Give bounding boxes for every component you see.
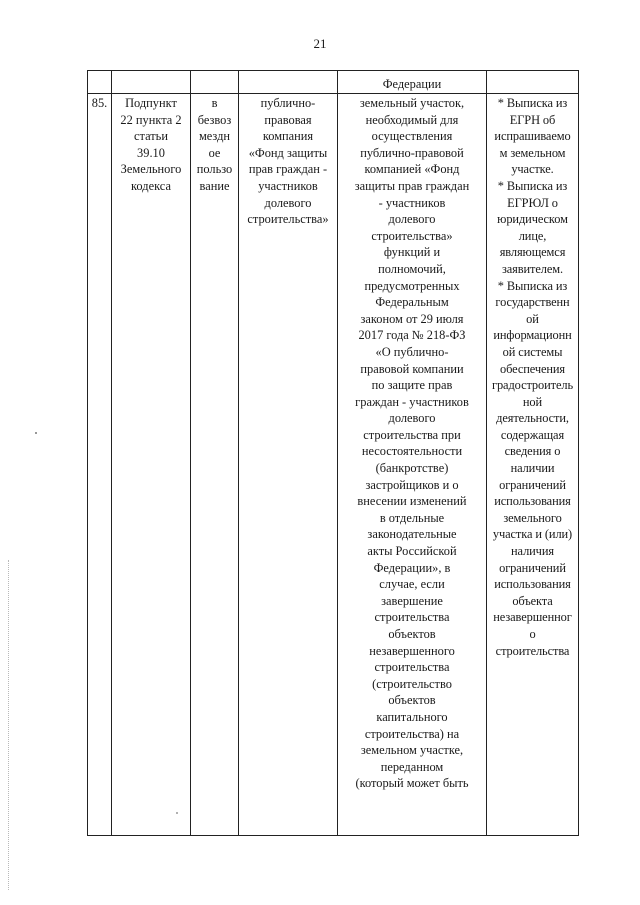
cell-text-line: вание bbox=[199, 178, 230, 193]
header-cell-number bbox=[88, 71, 112, 94]
conditions-cell bbox=[338, 94, 487, 836]
right-type-cell bbox=[191, 94, 239, 836]
cell-text-line: наличия bbox=[511, 544, 554, 559]
cell-text-line: строительства» bbox=[371, 228, 453, 243]
cell-text-line: о bbox=[529, 627, 536, 641]
cell-text-line: ое bbox=[208, 145, 221, 160]
cell-text-line: несостоятельности bbox=[361, 444, 463, 459]
cell-text-line: переданном bbox=[380, 759, 444, 774]
cell-text-line: строительства) на bbox=[364, 726, 460, 741]
cell-text-line: кодекса bbox=[131, 178, 171, 193]
cell-text-line: являющемся bbox=[499, 245, 566, 260]
table-header-row bbox=[88, 71, 579, 94]
header-cell-conditions: Федерации bbox=[338, 71, 487, 94]
cell-text-line: участке. bbox=[511, 162, 554, 177]
cell-text-line: случае, если bbox=[379, 577, 445, 592]
cell-text-line: ограничений bbox=[499, 560, 566, 575]
cell-text-line: объекта bbox=[512, 593, 553, 608]
page-number: 21 bbox=[313, 36, 327, 51]
cell-text-line: строительства при bbox=[363, 427, 461, 442]
cell-text-line: ЕГРЮЛ о bbox=[507, 195, 558, 210]
cell-text-line: земельный участок, bbox=[359, 96, 465, 110]
cell-text-line: Федеральным bbox=[375, 295, 449, 310]
cell-text-line: необходимый для bbox=[365, 112, 459, 127]
cell-text-line: * Выписка из bbox=[497, 96, 568, 110]
cell-text-line: использования bbox=[494, 494, 571, 509]
cell-text-line: «Фонд защиты bbox=[248, 145, 328, 160]
cell-text-line: м земельном bbox=[499, 145, 566, 160]
cell-text-line: информационн bbox=[493, 328, 572, 343]
cell-text-line: долевого bbox=[388, 411, 436, 426]
cell-text-line: юридическом bbox=[497, 212, 568, 227]
cell-text-line: статьи bbox=[134, 129, 168, 144]
header-cell-documents bbox=[487, 71, 579, 94]
documents-cell bbox=[487, 94, 579, 836]
cell-text-line: прав граждан - bbox=[248, 162, 328, 177]
cell-text-line: компания bbox=[262, 129, 314, 144]
cell-text-line: пользо bbox=[196, 162, 233, 177]
cell-text-line: * Выписка из bbox=[497, 278, 568, 293]
cell-text-line: (строительство bbox=[372, 676, 452, 691]
row-number-cell: 85. bbox=[88, 94, 112, 836]
cell-text-line: ограничений bbox=[499, 477, 566, 492]
cell-text-line: законом от 29 июля bbox=[360, 311, 464, 326]
document-table bbox=[87, 70, 579, 836]
cell-text-line: законодательные bbox=[367, 527, 457, 542]
cell-text-line: обеспечения bbox=[499, 361, 566, 376]
cell-text-line: использования bbox=[494, 577, 571, 592]
cell-text-line: долевого bbox=[264, 195, 312, 210]
scan-speck bbox=[176, 812, 178, 814]
cell-text-line: 39.10 bbox=[137, 145, 165, 160]
cell-text-line: сведения о bbox=[504, 444, 561, 459]
cell-text-line: (который может быть bbox=[355, 776, 469, 791]
cell-text-line: участка и (или) bbox=[492, 527, 573, 542]
scan-margin-marks bbox=[8, 560, 11, 890]
cell-text-line: участников bbox=[258, 178, 318, 193]
cell-text-line: правовой компании bbox=[360, 361, 464, 376]
cell-text-line: (банкротстве) bbox=[375, 461, 449, 476]
cell-text-line: Федерации», в bbox=[373, 560, 451, 575]
header-cell-right-type bbox=[191, 71, 239, 94]
cell-text-line: публично- bbox=[260, 96, 316, 110]
cell-text-line: акты Российской bbox=[367, 544, 457, 559]
cell-text-line: ой bbox=[526, 311, 539, 326]
applicant-cell bbox=[239, 94, 338, 836]
cell-text-line: земельного bbox=[503, 510, 562, 525]
cell-text-line: по защите прав bbox=[371, 378, 453, 393]
cell-text-line: лице, bbox=[518, 228, 547, 243]
cell-text-line: Земельного bbox=[120, 162, 182, 177]
cell-text-line: строительства bbox=[374, 660, 450, 675]
cell-text-line: долевого bbox=[388, 212, 436, 227]
cell-text-line: 2017 года № 218-ФЗ bbox=[358, 328, 466, 343]
cell-text-line: правовая bbox=[264, 112, 312, 127]
header-cell-basis bbox=[112, 71, 191, 94]
cell-text-line: градостроитель bbox=[491, 378, 574, 393]
cell-text-line: * Выписка из bbox=[497, 178, 568, 193]
cell-text-line: внесении изменений bbox=[357, 494, 467, 509]
cell-text-line: 22 пункта 2 bbox=[120, 112, 182, 127]
cell-text-line: объектов bbox=[388, 627, 436, 641]
cell-text-line: незавершенного bbox=[369, 643, 455, 658]
cell-text-line: - участников bbox=[378, 195, 446, 210]
cell-text-line: государственн bbox=[495, 295, 570, 310]
cell-text-line: содержащая bbox=[500, 427, 565, 442]
cell-text-line: ной bbox=[522, 394, 543, 409]
cell-text-line: испрашиваемо bbox=[494, 129, 571, 144]
cell-text-line: в bbox=[211, 96, 218, 110]
cell-text-line: застройщиков и о bbox=[365, 477, 459, 492]
cell-text-line: защиты прав граждан bbox=[354, 178, 470, 193]
cell-text-line: граждан - участников bbox=[355, 394, 469, 409]
cell-text-line: осуществления bbox=[371, 129, 453, 144]
cell-text-line: строительства» bbox=[247, 212, 329, 227]
cell-text-line: «О публично- bbox=[375, 344, 449, 359]
scan-speck bbox=[35, 432, 37, 434]
cell-text-line: наличии bbox=[510, 461, 555, 476]
cell-text-line: предусмотренных bbox=[364, 278, 460, 293]
cell-text-line: строительства bbox=[495, 643, 570, 658]
cell-text-line: компанией «Фонд bbox=[364, 162, 460, 177]
cell-text-line: мездн bbox=[198, 129, 231, 144]
cell-text-line: Подпункт bbox=[125, 96, 177, 110]
cell-text-line: полномочий, bbox=[378, 261, 446, 276]
cell-text-line: заявителем. bbox=[501, 261, 563, 276]
cell-text-line: капитального bbox=[376, 709, 448, 724]
cell-text-line: земельном участке, bbox=[360, 743, 464, 758]
cell-text-line: в отдельные bbox=[379, 510, 445, 525]
cell-text-line: строительства bbox=[374, 610, 450, 625]
basis-cell bbox=[112, 94, 191, 836]
cell-text-line: ЕГРН об bbox=[509, 112, 556, 127]
cell-text-line: завершение bbox=[381, 593, 443, 608]
cell-text-line: объектов bbox=[388, 693, 436, 708]
cell-text-line: публично-правовой bbox=[360, 145, 464, 160]
table-row bbox=[88, 94, 579, 836]
cell-text-line: деятельности, bbox=[496, 411, 569, 426]
cell-text-line: безвоз bbox=[197, 112, 232, 127]
cell-text-line: ой системы bbox=[502, 344, 563, 359]
cell-text-line: незавершенног bbox=[493, 610, 572, 625]
header-cell-applicant bbox=[239, 71, 338, 94]
cell-text-line: функций и bbox=[383, 245, 441, 260]
